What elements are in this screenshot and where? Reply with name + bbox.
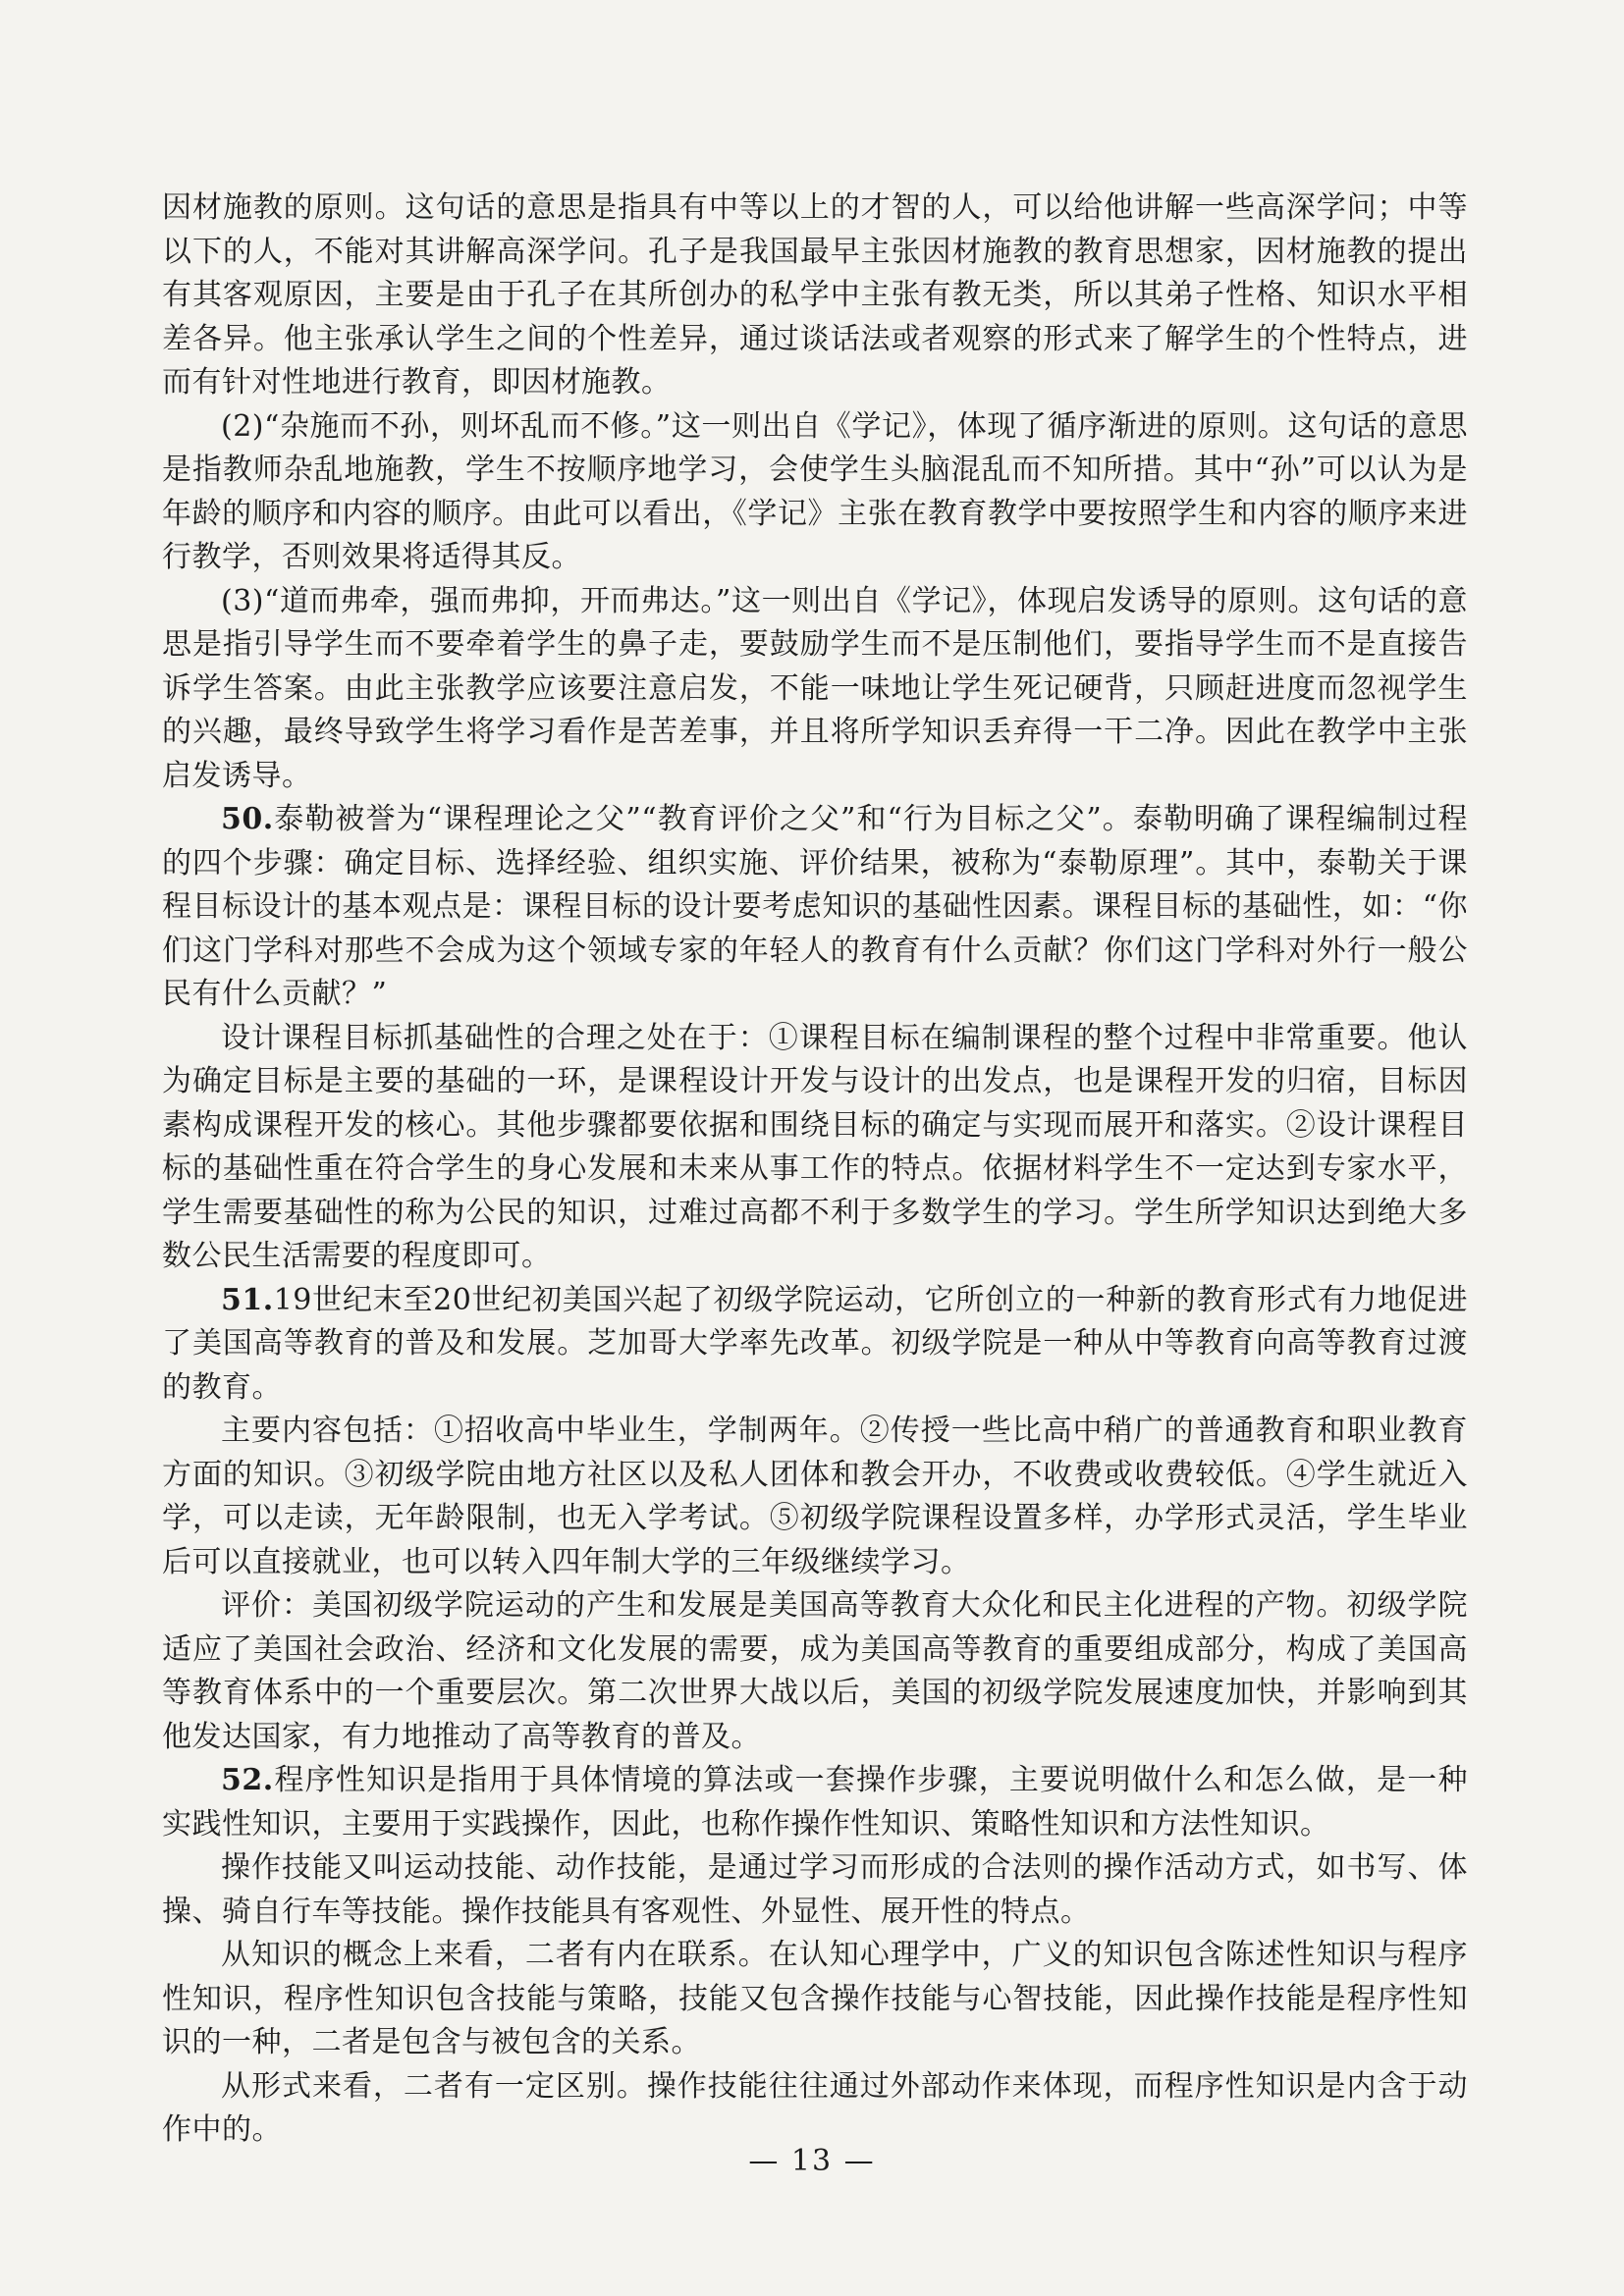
paragraph-5 (162, 1017, 1468, 1279)
paragraph-text: 程序性知识是指用于具体情境的算法或一套操作步骤，主要说明做什么和怎么做，是一种实践性知识，主要用于实践操作，因此，也称作操作性知识、策略性知识和方法性知识。 (162, 1763, 1468, 1842)
paragraph-8 (162, 1584, 1468, 1759)
paragraph-11 (162, 1934, 1468, 2065)
paragraph-4 (162, 798, 1468, 1017)
paragraph-3 (162, 580, 1468, 799)
paragraph-text: 因材施教的原则。这句话的意思是指具有中等以上的才智的人，可以给他讲解一些高深学问；中等以下的人，不能对其讲解高深学问。孔子是我国最早主张因材施教的教育思想家，因材施教的提出有其客观原因，主要是由于孔子在其所创办的私学中主张有教无类，所以其弟子性格、知识水平相差各异。他主张承认学生之间的个性差异，通过谈话法或者观察的形式来了解学生的个性特点，进而有针对性地进行教育，即因材施教。 (162, 190, 1468, 400)
paragraph-9 (162, 1759, 1468, 1846)
paragraph-2 (162, 405, 1468, 580)
paragraph-text: 泰勒被誉为“课程理论之父”“教育评价之父”和“行为目标之父”。泰勒明确了课程编制过程的四个步骤：确定目标、选择经验、组织实施、评价结果，被称为“泰勒原理”。其中，泰勒关于课程目标设计的基本观点是：课程目标的设计要考虑知识的基础性因素。课程目标的基础性，如：“你们这门学科对那些不会成为这个领域专家的年轻人的教育有什么贡献？你们这门学科对外行一般公民有什么贡献？” (162, 802, 1468, 1011)
paragraph-10 (162, 1846, 1468, 1934)
paragraph-text: 主要内容包括：①招收高中毕业生，学制两年。②传授一些比高中稍广的普通教育和职业教育方面的知识。③初级学院由地方社区以及私人团体和教会开办，不收费或收费较低。④学生就近入学，可以走读，无年龄限制，也无入学考试。⑤初级学院课程设置多样，办学形式灵活，学生毕业后可以直接就业，也可以转入四年制大学的三年级继续学习。 (162, 1414, 1468, 1579)
paragraph-text: 从知识的概念上来看，二者有内在联系。在认知心理学中，广义的知识包含陈述性知识与程序性知识，程序性知识包含技能与策略，技能又包含操作技能与心智技能，因此操作技能是程序性知识的一种，二者是包含与被包含的关系。 (162, 1938, 1468, 2059)
question-number: 51. (221, 1282, 274, 1317)
paragraph-text: (2)“杂施而不孙，则坏乱而不修。”这一则出自《学记》，体现了循序渐进的原则。这句话的意思是指教师杂乱地施教，学生不按顺序地学习，会使学生头脑混乱而不知所措。其中“孙”可以认为是年龄的顺序和内容的顺序。由此可以看出，《学记》主张在教育教学中要按照学生和内容的顺序来进行教学，否则效果将适得其反。 (162, 408, 1468, 574)
question-number: 50. (221, 802, 274, 836)
document-body (162, 187, 1468, 2153)
paragraph-6 (162, 1279, 1468, 1411)
paragraph-text: 从形式来看，二者有一定区别。操作技能往往通过外部动作来体现，而程序性知识是内含于动作中的。 (162, 2068, 1468, 2147)
paragraph-12 (162, 2065, 1468, 2153)
paragraph-text: 评价：美国初级学院运动的产生和发展是美国高等教育大众化和民主化进程的产物。初级学院适应了美国社会政治、经济和文化发展的需要，成为美国高等教育的重要组成部分，构成了美国高等教育体系中的一个重要层次。第二次世界大战以后，美国的初级学院发展速度加快，并影响到其他发达国家，有力地推动了高等教育的普及。 (162, 1588, 1468, 1754)
paragraph-text: 19世纪末至20世纪初美国兴起了初级学院运动，它所创立的一种新的教育形式有力地促进了美国高等教育的普及和发展。芝加哥大学率先改革。初级学院是一种从中等教育向高等教育过渡的教育。 (162, 1282, 1468, 1405)
question-number: 52. (221, 1763, 274, 1797)
page-number: — 13 — (748, 2144, 876, 2178)
paragraph-7 (162, 1410, 1468, 1584)
paragraph-text: 设计课程目标抓基础性的合理之处在于：①课程目标在编制课程的整个过程中非常重要。他认为确定目标是主要的基础的一环，是课程设计开发与设计的出发点，也是课程开发的归宿，目标因素构成课程开发的核心。其他步骤都要依据和围绕目标的确定与实现而展开和落实。②设计课程目标的基础性重在符合学生的身心发展和未来从事工作的特点。依据材料学生不一定达到专家水平，学生需要基础性的称为公民的知识，过难过高都不利于多数学生的学习。学生所学知识达到绝大多数公民生活需要的程度即可。 (162, 1020, 1468, 1273)
paragraph-1 (162, 187, 1468, 405)
paragraph-text: 操作技能又叫运动技能、动作技能，是通过学习而形成的合法则的操作活动方式，如书写、体操、骑自行车等技能。操作技能具有客观性、外显性、展开性的特点。 (162, 1850, 1468, 1929)
paragraph-text: (3)“道而弗牵，强而弗抑，开而弗达。”这一则出自《学记》，体现启发诱导的原则。这句话的意思是指引导学生而不要牵着学生的鼻子走，要鼓励学生而不是压制他们，要指导学生而不是直接告诉学生答案。由此主张教学应该要注意启发，不能一味地让学生死记硬背，只顾赶进度而忽视学生的兴趣，最终导致学生将学习看作是苦差事，并且将所学知识丢弃得一干二净。因此在教学中主张启发诱导。 (162, 583, 1468, 793)
